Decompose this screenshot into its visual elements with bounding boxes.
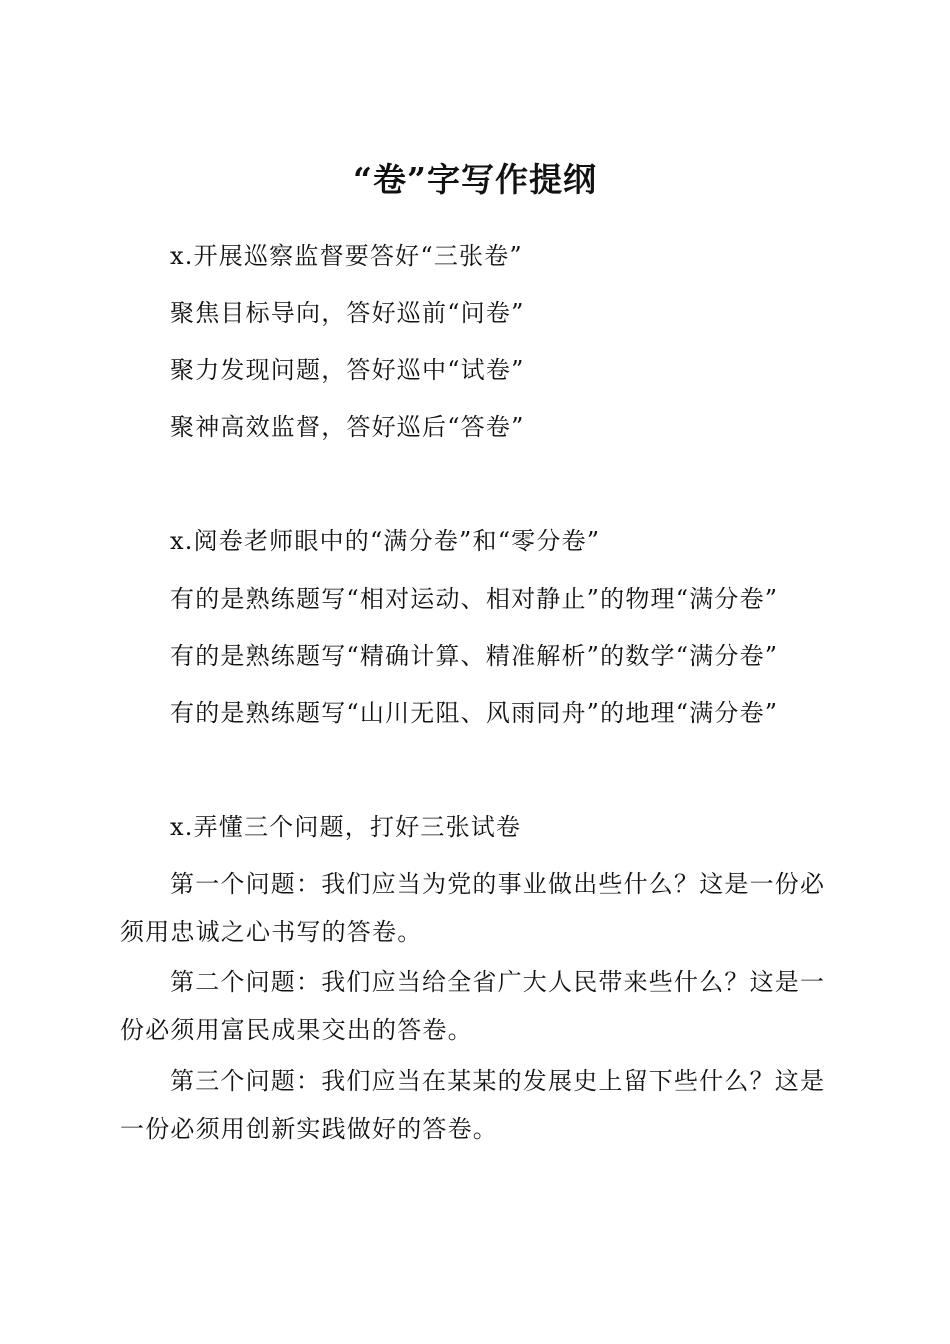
paragraph-1-line-1: 第一个问题：我们应当为党的事业做出些什么？这是一份必 (170, 870, 826, 898)
paragraph-2-line-2: 份必须用富民成果交出的答卷。 (120, 1016, 473, 1044)
section-3-paragraph-2 (120, 966, 832, 1046)
paragraph-1-line-2: 须用忠诚之心书写的答卷。 (120, 918, 423, 946)
paragraph-3-line-1: 第三个问题：我们应当在某某的发展史上留下些什么？这是 (170, 1067, 826, 1095)
paragraph-3-line-2: 一份必须用创新实践做好的答卷。 (120, 1115, 498, 1143)
document-title: “卷”字写作提纲 (353, 160, 597, 199)
section-2-line-3: 有的是熟练题写“山川无阻、风雨同舟”的地理“满分卷” (170, 699, 779, 727)
section-2-line-2: 有的是熟练题写“精确计算、精准解析”的数学“满分卷” (170, 642, 779, 670)
section-1-line-3: 聚神高效监督，答好巡后“答卷” (170, 413, 525, 441)
section-1-heading: x.开展巡察监督要答好“三张卷” (170, 242, 523, 270)
section-2-heading: x.阅卷老师眼中的“满分卷”和“零分卷” (170, 527, 601, 555)
section-2-line-1: 有的是熟练题写“相对运动、相对静止”的物理“满分卷” (170, 585, 779, 613)
section-1-line-1: 聚焦目标导向，答好巡前“问卷” (170, 299, 525, 327)
section-3-paragraph-1 (120, 868, 832, 948)
section-1-line-2: 聚力发现问题，答好巡中“试卷” (170, 356, 525, 384)
section-3-paragraph-3 (120, 1065, 832, 1145)
section-3-heading: x.弄懂三个问题，打好三张试卷 (170, 813, 522, 841)
paragraph-2-line-1: 第二个问题：我们应当给全省广大人民带来些什么？这是一 (170, 968, 826, 996)
